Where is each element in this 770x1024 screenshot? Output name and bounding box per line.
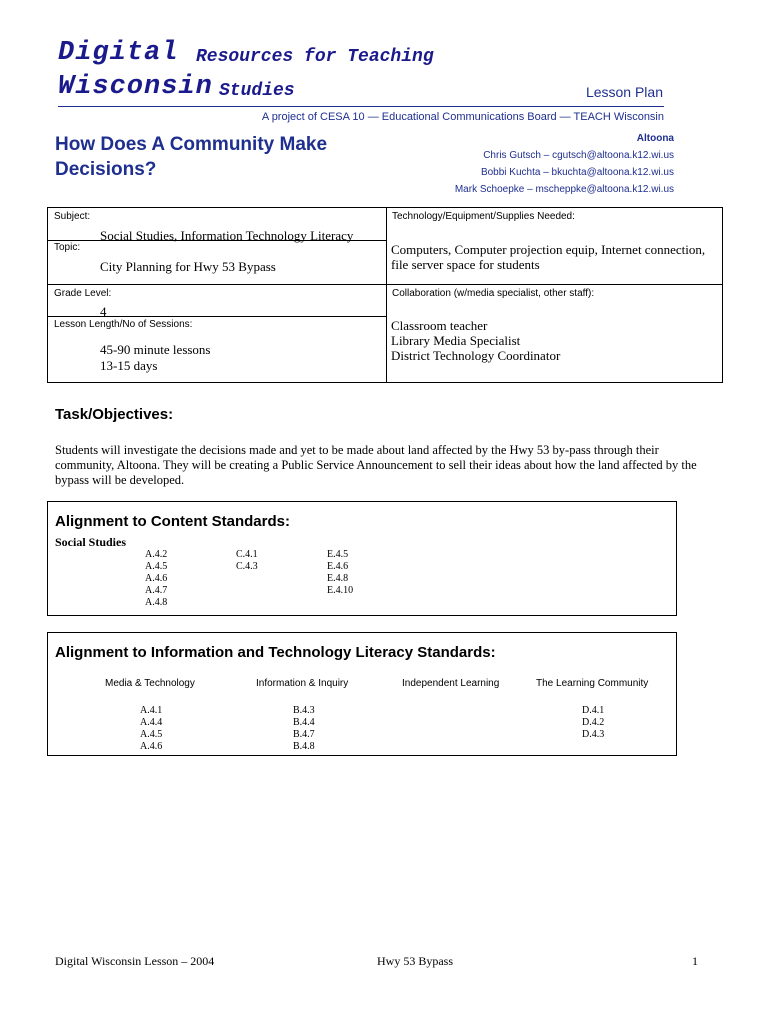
footer-center: Hwy 53 Bypass — [377, 954, 454, 968]
brand-digital: Digital — [58, 38, 179, 68]
standards-column-a: A.4.2 A.4.5 A.4.6 A.4.7 A.4.8 — [145, 549, 168, 608]
task-body: Students will investigate the decisions made and yet to be made about land affected by the Hwy 53 by-pass through their community, Altoona. They will be creating a Public Service Announcement to sell their ideas about how the land affected by the bypass will be developed. — [55, 443, 697, 487]
length-value: 13-15 days — [100, 358, 158, 373]
itl-column-d: D.4.1 D.4.2 D.4.3 — [582, 705, 605, 740]
contact-line: Bobbi Kuchta – bkuchta@altoona.k12.wi.us — [480, 167, 674, 178]
page-title-line2: Decisions? — [55, 159, 157, 180]
doc-type-label: Lesson Plan — [585, 84, 663, 100]
length-value: 45-90 minute lessons — [100, 342, 211, 357]
topic-value: City Planning for Hwy 53 Bypass — [100, 259, 276, 274]
contact-line: Chris Gutsch – cgutsch@altoona.k12.wi.us — [483, 150, 674, 161]
standards-column-c: C.4.1 C.4.3 — [236, 549, 258, 572]
collab-value: Library Media Specialist — [391, 333, 521, 348]
grade-value: 4 — [100, 304, 107, 319]
itl-column-header: The Learning Community — [536, 678, 649, 689]
brand-tagline-2: Studies — [219, 81, 295, 101]
itl-column-header: Independent Learning — [402, 678, 500, 689]
itl-column-a: A.4.1 A.4.4 A.4.5 A.4.6 — [140, 705, 163, 752]
collab-label: Collaboration (w/media specialist, other staff): — [392, 288, 595, 299]
school-name: Altoona — [636, 133, 674, 144]
itl-column-header: Information & Inquiry — [256, 678, 349, 689]
subject-label: Subject: — [54, 211, 91, 222]
grade-label: Grade Level: — [54, 288, 112, 299]
tech-value: Computers, Computer projection equip, Internet connection, file server space for students — [391, 242, 706, 272]
collab-value: District Technology Coordinator — [391, 348, 561, 363]
length-label: Lesson Length/No of Sessions: — [54, 319, 193, 330]
topic-label: Topic: — [54, 242, 81, 253]
page-title-line1: How Does A Community Make — [55, 134, 328, 155]
brand-tagline-1: Resources for Teaching — [196, 47, 434, 67]
collab-value: Classroom teacher — [391, 318, 488, 333]
standards-column-e: E.4.5 E.4.6 E.4.8 E.4.10 — [327, 549, 354, 596]
table-divider — [386, 207, 387, 383]
content-standards-subject: Social Studies — [55, 535, 127, 549]
itl-column-b: B.4.3 B.4.4 B.4.7 B.4.8 — [293, 705, 315, 752]
page-number: 1 — [692, 954, 698, 968]
itl-column-header: Media & Technology — [105, 678, 195, 689]
subject-value: Social Studies, Information Technology Literacy — [100, 228, 354, 243]
itl-standards-heading: Alignment to Information and Technology Literacy Standards: — [55, 644, 496, 661]
contacts-block — [455, 130, 674, 198]
tech-label: Technology/Equipment/Supplies Needed: — [392, 211, 575, 222]
table-divider — [47, 316, 387, 317]
project-line: A project of CESA 10 — Educational Communications Board — TEACH Wisconsin — [261, 111, 664, 123]
table-divider — [47, 284, 723, 285]
header-rule — [58, 106, 664, 107]
footer-left: Digital Wisconsin Lesson – 2004 — [55, 954, 215, 968]
task-heading: Task/Objectives: — [55, 406, 174, 423]
brand-wisconsin: Wisconsin — [58, 72, 213, 102]
content-standards-heading: Alignment to Content Standards: — [55, 513, 290, 530]
page-title — [55, 132, 327, 182]
contact-line: Mark Schoepke – mscheppke@altoona.k12.wi.us — [454, 184, 674, 195]
